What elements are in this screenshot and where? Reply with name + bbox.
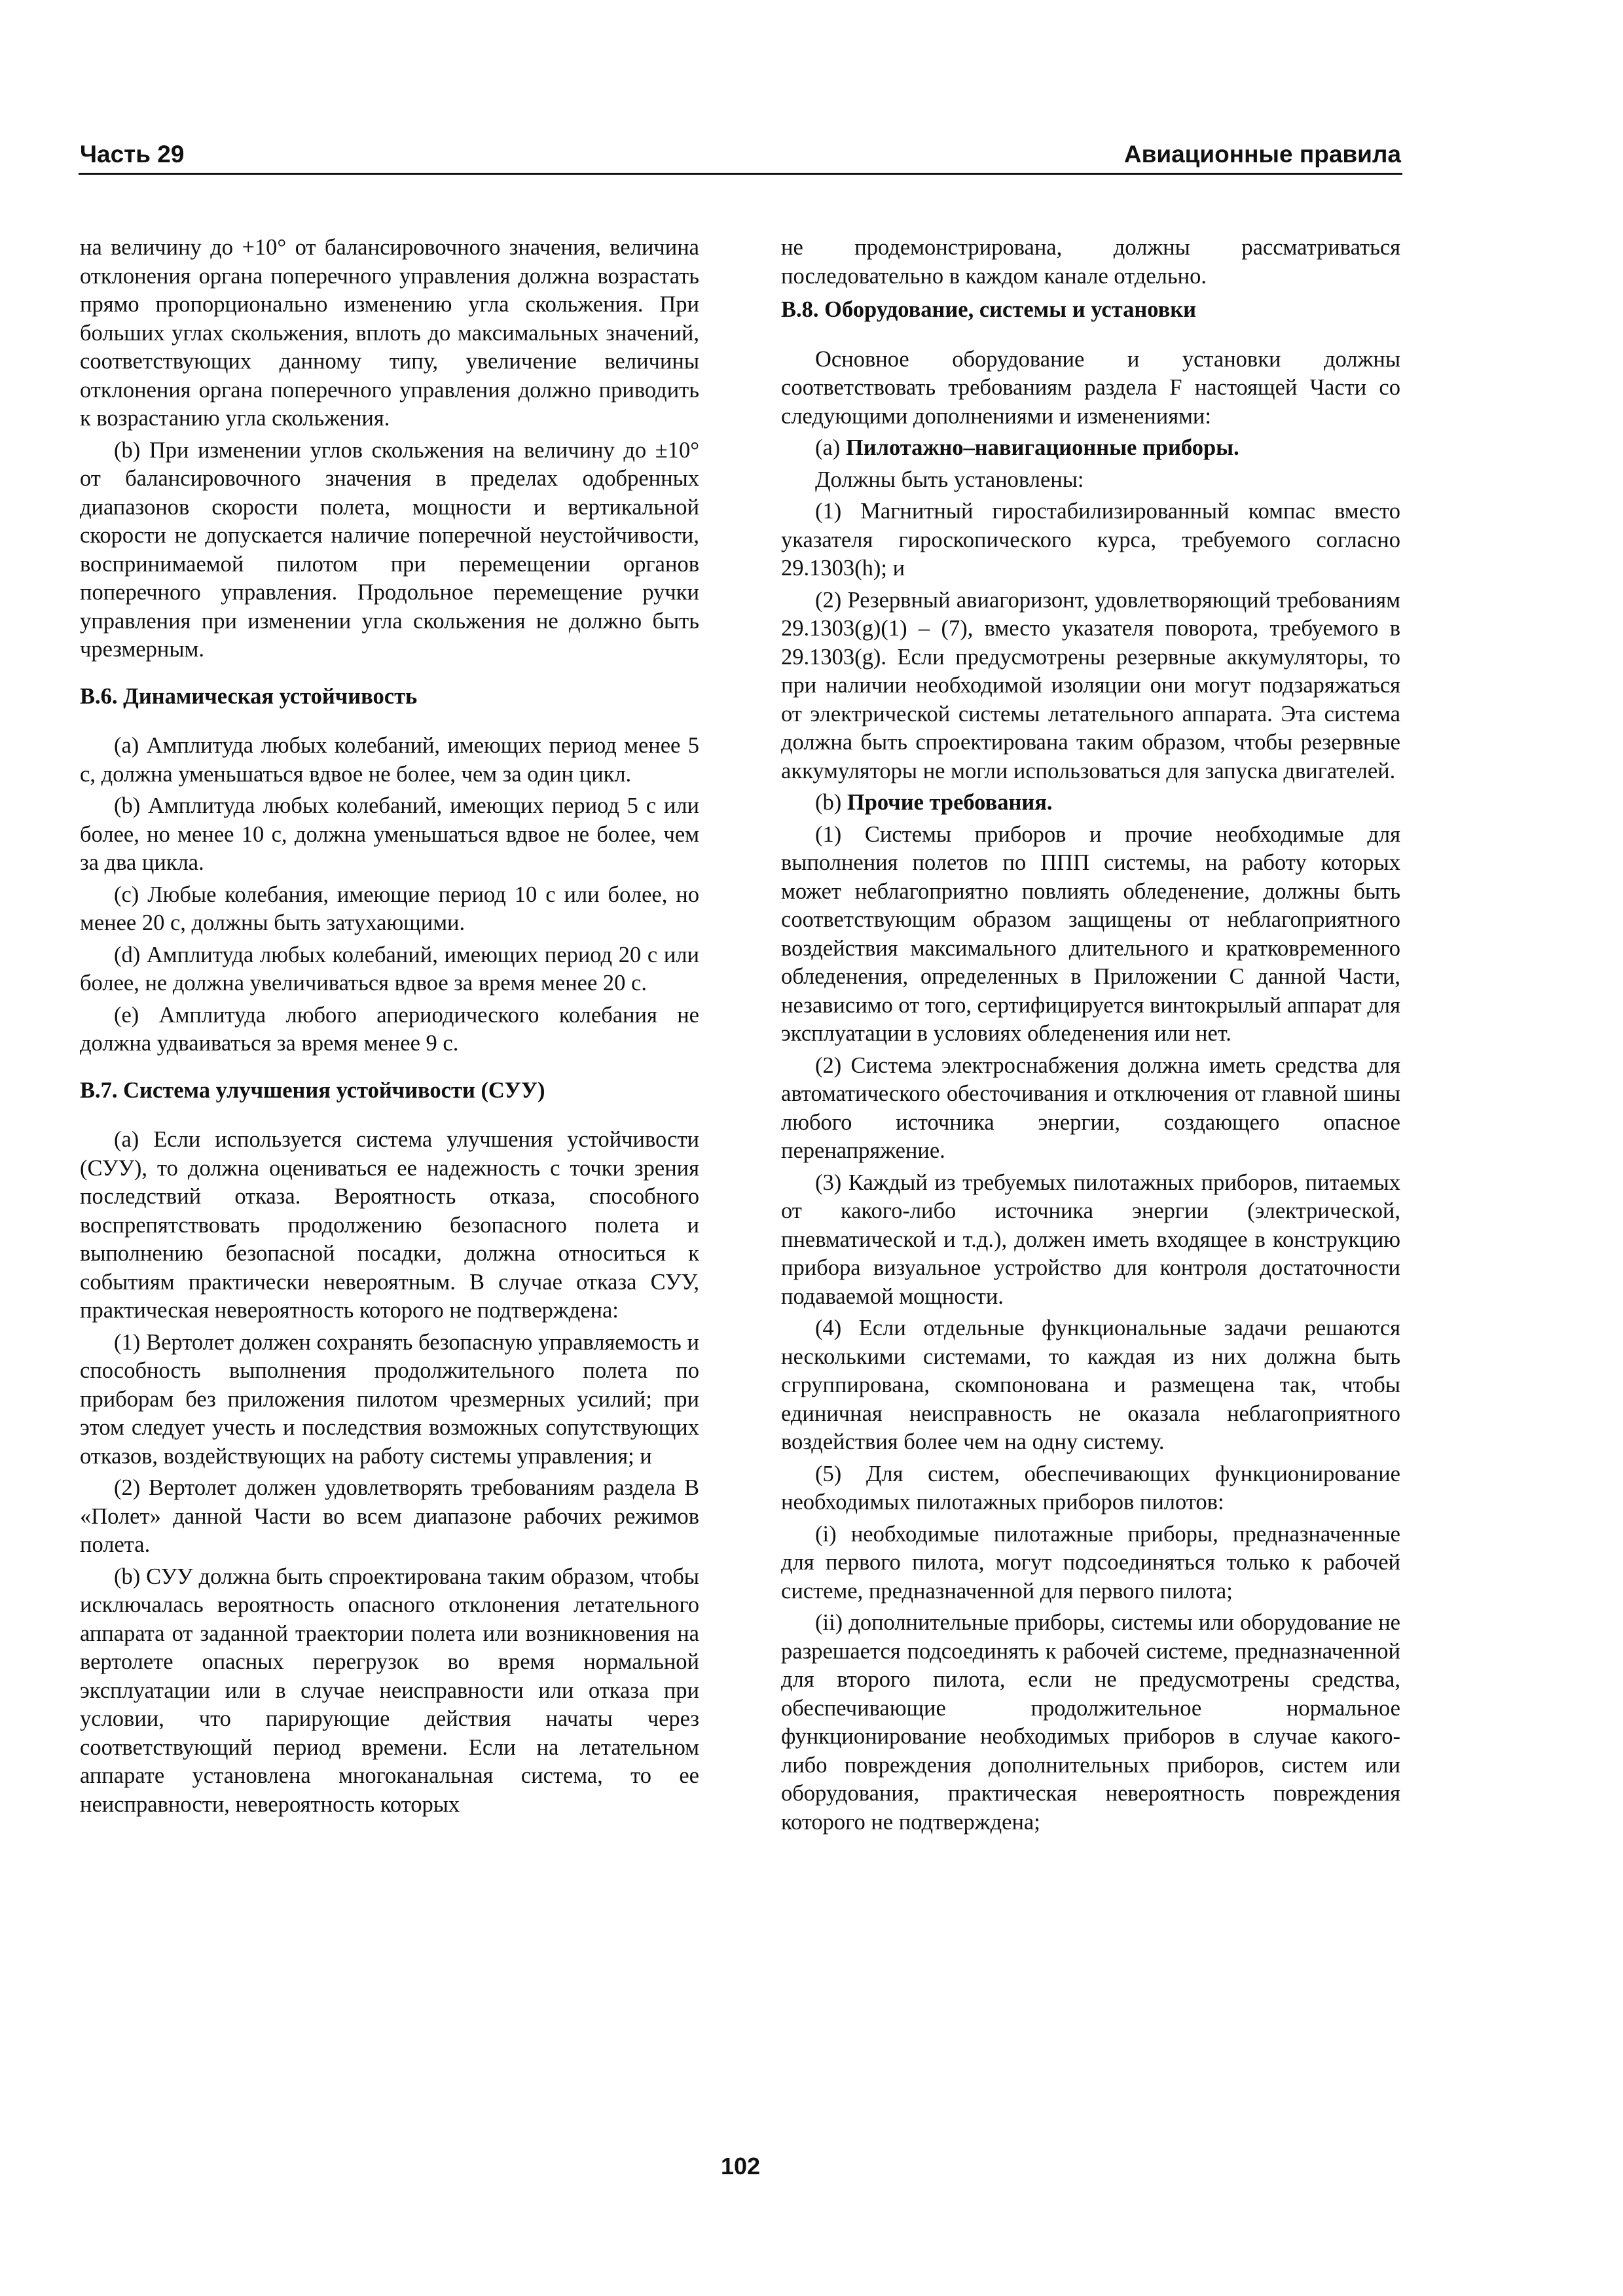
paragraph: (b) При изменении углов скольжения на величину до ±10° от балансировочного значения в пределах одобренных диапазонов скорости полета, мощности и вертикальной скорости не допускается наличие поперечной неустойчивости, воспринимаемой пилотом при перемещении органов поперечного управления. Продольное перемещение ручки управления при изменении угла скольжения не должно быть чрезмерным.: [80, 437, 699, 662]
bold-subheading: Прочие требования.: [847, 790, 1053, 815]
paragraph: (ii) дополнительные приборы, системы или оборудование не разрешается подсоединять к рабочей системе, предназначенной для второго пилота, если не предусмотрены средства, обеспечивающие продолжительное нормальное функционирование необходимых приборов в случае какого-либо повреждения дополнительных приборов, систем или оборудования, практическая невероятность повреждения которого не подтверждена;: [781, 1610, 1400, 1835]
item-prefix: (b): [815, 790, 847, 815]
paragraph: (2) Резервный авиагоризонт, удовлетворяющий требованиям 29.1303(g)(1) – (7), вместо указателя поворота, требуемого в 29.1303(g). Если предусмотрены резервные аккумуляторы, то при наличии необходимой изоляции они могут подзаряжаться от электрической системы летательного аппарата. Эта система должна быть спроектирована таким образом, чтобы резервные аккумуляторы не могли использоваться для запуска двигателей.: [781, 587, 1400, 783]
paragraph: на величину до +10° от балансировочного значения, величина отклонения органа поперечного управления должна возрастать прямо пропорционально изменению угла скольжения. При больших углах скольжения, вплоть до максимальных значений, соответствующих данному типу, увеличение величины отклонения органа поперечного управления должно приводить к возрастанию угла скольжения.: [80, 235, 699, 431]
section-heading: B.6. Динамическая устойчивость: [80, 683, 418, 709]
paragraph: (2) Система электроснабжения должна иметь средства для автоматического обесточивания и отключения от главной шины любого источника энергии, создающего опасное перенапряжение.: [781, 1052, 1400, 1163]
paragraph: (e) Амплитуда любого апериодического колебания не должна удваиваться за время менее 9 с.: [80, 1002, 699, 1056]
page-number: 102: [720, 2153, 761, 2179]
paragraph: (2) Вертолет должен удовлетворять требованиям раздела B «Полет» данной Части во всем диапазоне рабочих режимов полета.: [80, 1475, 699, 1557]
paragraph: (c) Любые колебания, имеющие период 10 с или более, но менее 20 с, должны быть затухающими.: [80, 882, 699, 935]
right-column: [781, 234, 1400, 1840]
paragraph: не продемонстрирована, должны рассматриваться последовательно в каждом канале отдельно.: [781, 235, 1400, 289]
paragraph: (5) Для систем, обеспечивающих функционирование необходимых пилотажных приборов пилотов:: [781, 1461, 1400, 1515]
bold-subheading: Пилотажно–навигационные приборы.: [845, 435, 1239, 460]
paragraph: (1) Магнитный гиростабилизированный компас вместо указателя гироскопического курса, требуемого согласно 29.1303(h); и: [781, 499, 1400, 581]
paragraph: [781, 434, 1400, 463]
paragraph: (4) Если отдельные функциональные задачи решаются несколькими системами, то каждая из них должна быть сгруппирована, скомпонована и размещена так, чтобы единичная неисправность не оказала неблагоприятного воздействия более чем на одну систему.: [781, 1316, 1400, 1454]
paragraph: (a) Амплитуда любых колебаний, имеющих период менее 5 с, должна уменьшаться вдвое не более, чем за один цикл.: [80, 733, 699, 787]
section-heading: B.7. Система улучшения устойчивости (СУУ): [80, 1077, 545, 1103]
header-rule: [79, 173, 1402, 175]
paragraph: (b) СУУ должна быть спроектирована таким образом, чтобы исключалась вероятность опасного отклонения летательного аппарата от заданной траектории полета или возникновения на вертолете опасных перегрузок во время нормальной эксплуатации или в случае неисправности или отказа при условии, что парирующие действия начаты через соответствующий период времени. Если на летательном аппарате установлена многоканальная система, то ее неисправности, невероятность которых: [80, 1564, 699, 1817]
paragraph: (b) Амплитуда любых колебаний, имеющих период 5 с или более, но менее 10 с, должна уменьшаться вдвое не более, чем за два цикла.: [80, 793, 699, 875]
paragraph: Основное оборудование и установки должны соответствовать требованиям раздела F настоящей Части со следующими дополнениями и изменениями:: [781, 346, 1400, 429]
paragraph: (1) Системы приборов и прочие необходимые для выполнения полетов по ППП системы, на работу которых может неблагоприятно повлиять обледенение, должны быть соответствующим образом защищены от неблагоприятного воздействия максимального длительного и кратковременного обледенения, определенных в Приложении C данной Части, независимо от того, сертифицируется винтокрылый аппарат для эксплуатации в условиях обледенения или нет.: [781, 821, 1400, 1046]
paragraph: (d) Амплитуда любых колебаний, имеющих период 20 с или более, не должна увеличиваться вдвое за время менее 20 с.: [80, 942, 699, 996]
running-header-title: Авиационные правила: [1123, 141, 1401, 168]
running-header-part: Часть 29: [80, 141, 185, 168]
paragraph: (1) Вертолет должен сохранять безопасную управляемость и способность выполнения продолжительного полета по приборам без приложения пилотом чрезмерных усилий; при этом следует учесть и последствия возможных сопутствующих отказов, воздействующих на работу системы управления; и: [80, 1329, 699, 1469]
item-prefix: (a): [815, 435, 846, 460]
paragraph: [781, 789, 1400, 817]
paragraph: (a) Если используется система улучшения устойчивости (СУУ), то должна оцениваться ее надежность с точки зрения последствий отказа. Вероятность отказа, способного воспрепятствовать продолжению безопасного полета и выполнению безопасной посадки, должна относиться к событиям практически невероятным. В случае отказа СУУ, практическая невероятность которого не подтверждена:: [80, 1127, 699, 1323]
paragraph: Должны быть установлены:: [815, 467, 1084, 492]
section-heading: B.8. Оборудование, системы и установки: [781, 297, 1196, 322]
left-column: [80, 234, 699, 1822]
paragraph: (i) необходимые пилотажные приборы, предназначенные для первого пилота, могут подсоединяться только к рабочей системе, предназначенной для первого пилота;: [781, 1521, 1400, 1604]
paragraph: (3) Каждый из требуемых пилотажных приборов, питаемых от какого-либо источника энергии (электрической, пневматической и т.д.), должен иметь входящее в конструкцию прибора визуальное устройство для контроля достаточности подаваемой мощности.: [781, 1170, 1400, 1309]
